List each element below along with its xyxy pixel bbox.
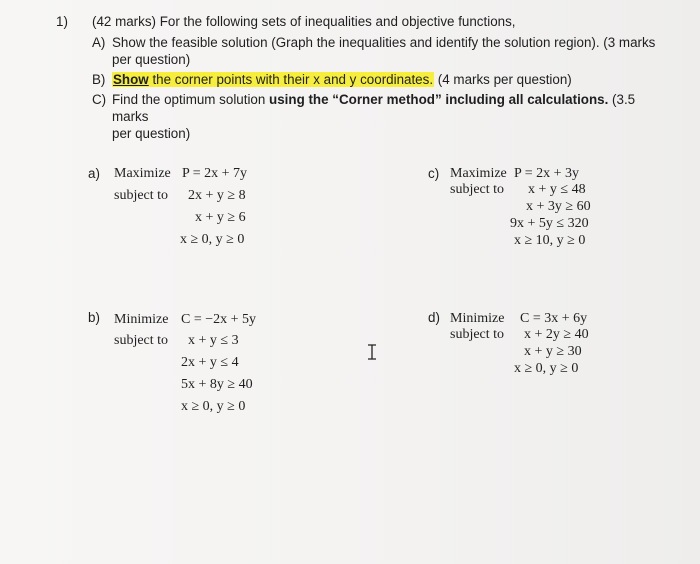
part-b-text: [112, 71, 672, 88]
part-c-text: [112, 91, 672, 142]
part-a-line1: Show the feasible solution (Graph the inequalities and identify the solution region). (3 marks: [112, 35, 656, 50]
part-c-tail: (3.5 marks: [112, 92, 636, 124]
problem-d-objective: C = 3x + 6y: [520, 311, 588, 326]
problem-a-label: a): [88, 166, 100, 181]
problem-c-objective: P = 2x + 3y: [514, 166, 580, 181]
text-cursor-icon: [367, 344, 377, 360]
part-b-label: B): [92, 72, 106, 87]
problem-c-constraint-1: x + y ≤ 48: [528, 182, 586, 197]
problem-a-constraint-2: x + y ≥ 6: [195, 210, 246, 225]
part-c-plain: Find the optimum solution: [112, 92, 270, 107]
part-a-label: A): [92, 35, 106, 50]
problem-d-verb: Minimize: [450, 311, 505, 326]
problem-b-constraint-4: x ≥ 0, y ≥ 0: [181, 399, 246, 414]
problem-c-constraint-4: x ≥ 10, y ≥ 0: [514, 233, 586, 248]
problem-a-constraint-3: x ≥ 0, y ≥ 0: [180, 232, 245, 247]
problem-a-objective: P = 2x + 7y: [182, 166, 248, 181]
problem-d-constraint-1: x + 2y ≥ 40: [524, 327, 589, 342]
problem-d-subject-to: subject to: [450, 327, 505, 342]
problem-c-label: c): [428, 166, 440, 181]
problem-b-constraint-2: 2x + y ≤ 4: [181, 355, 239, 370]
part-a-line2: per question): [112, 52, 191, 67]
part-b-highlight-rest: the corner points with their x and y coordinates.: [148, 72, 434, 87]
problem-c-subject-to: subject to: [450, 182, 505, 197]
problem-d: [428, 310, 628, 385]
problem-d-constraint-3: x ≥ 0, y ≥ 0: [514, 361, 579, 376]
problem-c-constraint-3: 9x + 5y ≤ 320: [510, 216, 589, 231]
part-a-text: [112, 34, 672, 68]
problem-b-subject-to: subject to: [114, 333, 169, 348]
problem-c-constraint-2: x + 3y ≥ 60: [526, 199, 591, 214]
part-b-rest: (4 marks per question): [434, 72, 572, 87]
problem-a: [88, 166, 288, 256]
problem-a-subject-to: subject to: [114, 188, 169, 203]
problem-b-verb: Minimize: [114, 312, 169, 327]
problem-a-verb: Maximize: [114, 166, 171, 181]
problem-b-objective: C = −2x + 5y: [181, 312, 257, 327]
problem-b-constraint-1: x + y ≤ 3: [188, 333, 239, 348]
part-c-line2: per question): [112, 126, 191, 141]
problem-a-constraint-1: 2x + y ≥ 8: [188, 188, 246, 203]
problem-c: [428, 166, 628, 256]
part-b-show: Show: [113, 72, 149, 87]
problem-c-verb: Maximize: [450, 166, 507, 181]
part-c-label: C): [92, 92, 107, 107]
problem-b-label: b): [88, 310, 100, 325]
problem-b-constraint-3: 5x + 8y ≥ 40: [181, 377, 253, 392]
problem-b: [88, 310, 298, 420]
question-number: 1): [56, 14, 68, 29]
problem-d-label: d): [428, 310, 440, 325]
question-title: (42 marks) For the following sets of inequalities and objective functions,: [92, 14, 516, 29]
part-b-highlight: [112, 72, 434, 87]
problem-d-constraint-2: x + y ≥ 30: [524, 344, 582, 359]
part-c-bold: using the “Corner method” including all calculations.: [269, 92, 609, 107]
